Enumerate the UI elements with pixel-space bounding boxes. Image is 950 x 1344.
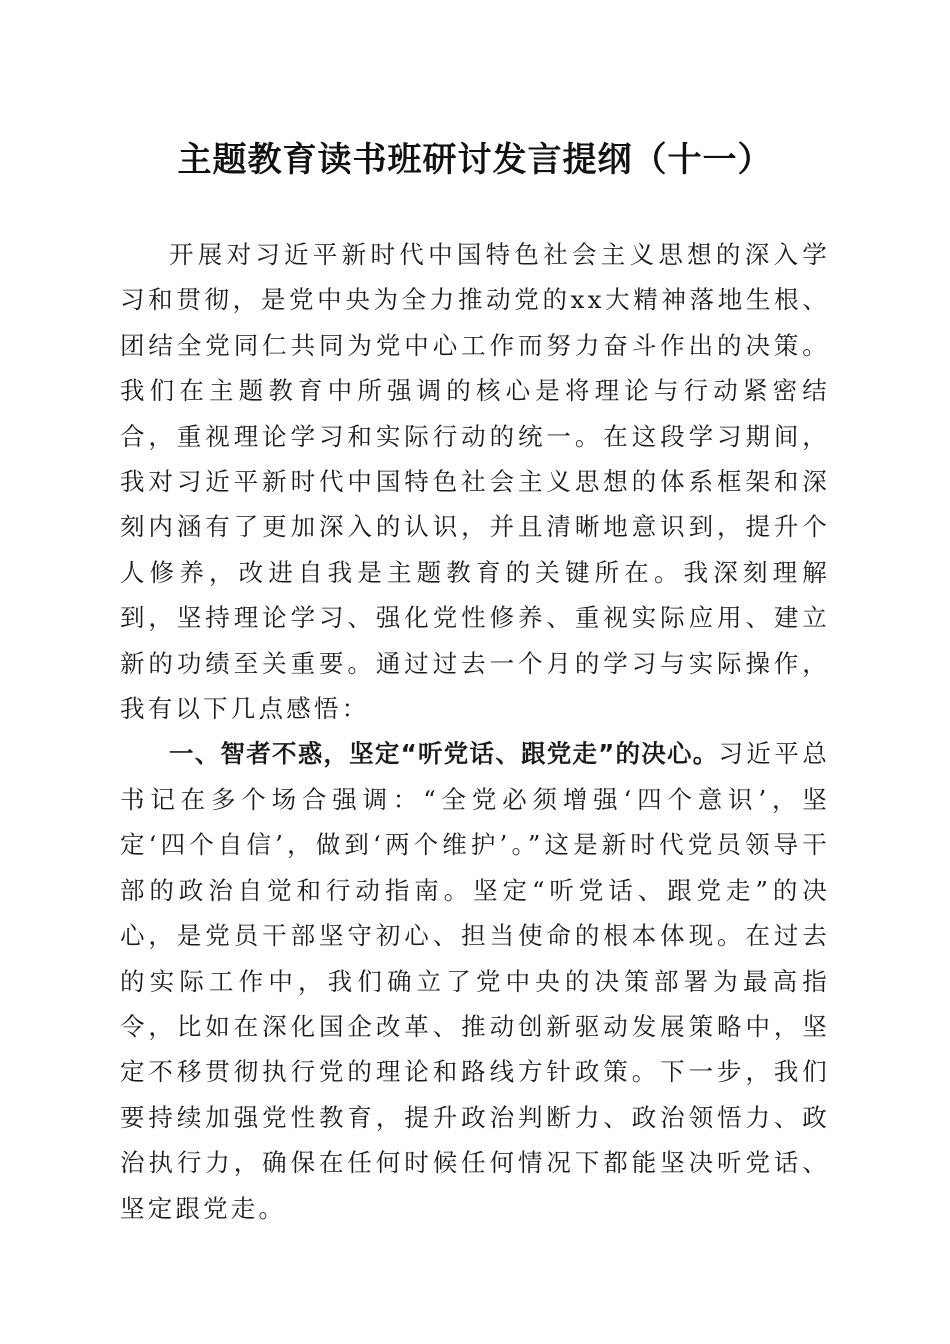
intro-paragraph <box>120 232 830 731</box>
document-body <box>120 232 830 1231</box>
section-one-paragraph <box>120 731 830 1230</box>
section-one-text: 习近平总书记在多个场合强调：“全党必须增强‘四个意识’，坚定‘四个自信’，做到‘两个维护’。”这是新时代党员领导干部的政治自觉和行动指南。坚定“听党话、跟党走”的决心，是党员干部坚守初心、担当使命的根本体现。在过去的实际工作中，我们确立了党中央的决策部署为最高指令，比如在深化国企改革、推动创新驱动发展策略中，坚定不移贯彻执行党的理论和路线方针政策。下一步，我们要持续加强党性教育，提升政治判断力、政治领悟力、政治执行力，确保在任何时候任何情况下都能坚决听党话、坚定跟党走。 <box>120 739 830 1223</box>
document-title: 主题教育读书班研讨发言提纲（十一） <box>177 140 773 180</box>
section-one-heading: 一、智者不惑，坚定“听党话、跟党走”的决心。 <box>169 739 719 769</box>
intro-paragraph-text: 开展对习近平新时代中国特色社会主义思想的深入学习和贯彻，是党中央为全力推动党的xx大精神落地生根、团结全党同仁共同为党中心工作而努力奋斗作出的决策。我们在主题教育中所强调的核心是将理论与行动紧密结合，重视理论学习和实际行动的统一。在这段学习期间，我对习近平新时代中国特色社会主义思想的体系框架和深刻内涵有了更加深入的认识，并且清晰地意识到，提升个人修养，改进自我是主题教育的关键所在。我深刻理解到，坚持理论学习、强化党性修养、重视实际应用、建立新的功绩至关重要。通过过去一个月的学习与实际操作，我有以下几点感悟： <box>120 240 830 724</box>
